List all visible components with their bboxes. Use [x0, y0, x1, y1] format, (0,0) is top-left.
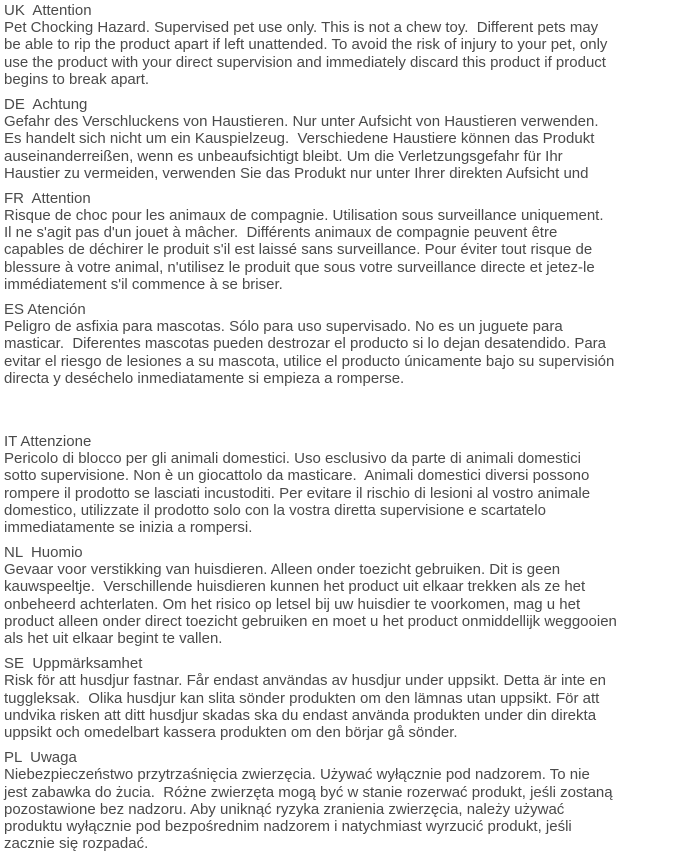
warning-text-line: immédiatement s'il commence à se briser.: [4, 275, 283, 293]
warning-text-line: jest zabawka do żucia. Różne zwierzęta mogą być w stanie rozerwać produkt, jeśli zostaną: [4, 783, 613, 801]
warning-text-line: Peligro de asfixia para mascotas. Sólo para uso supervisado. No es un juguete para: [4, 318, 563, 336]
warning-text-line: begins to break apart.: [4, 70, 150, 88]
warning-text-line: Haustier zu vermeiden, verwenden Sie das Produkt nur unter Ihrer direkten Aufsicht und: [4, 164, 589, 182]
warning-text-line: be able to rip the product apart if left unattended. To avoid the risk of injury to your pet, only: [4, 36, 608, 54]
warning-section-es: [4, 301, 679, 387]
warning-section-fr: [4, 190, 679, 293]
warning-text-line: undvika risken att ditt husdjur skadas ska du endast använda produkten under din direkta: [4, 706, 597, 724]
warning-text-line: produktu wyłącznie pod bezpośrednim nadzorem i natychmiast wyrzucić produkt, jeśli: [4, 817, 572, 835]
warning-text-line: Pericolo di blocco per gli animali domestici. Uso esclusivo da parte di animali domestici: [4, 450, 581, 468]
warning-text-line: Pet Chocking Hazard. Supervised pet use only. This is not a chew toy. Different pets may: [4, 19, 599, 37]
warning-text-line: Il ne s'agit pas d'un jouet à mâcher. Différents animaux de compagnie peuvent être: [4, 224, 558, 242]
warning-text-line: use the product with your direct supervision and immediately discard this product if product: [4, 53, 606, 71]
warning-text-line: auseinanderreißen, wenn es unbeaufsichtigt bleibt. Um die Verletzungsgefahr für Ihr: [4, 147, 563, 165]
warning-section-uk: [4, 2, 679, 88]
warning-text-line: sotto supervisione. Non è un giocattolo da masticare. Animali domestici diversi possono: [4, 467, 590, 485]
warning-text-line: pozostawione bez nadzoru. Aby uniknąć ryzyka zranienia zwierzęcia, należy używać: [4, 800, 565, 818]
warning-section-nl: [4, 544, 679, 647]
warning-text-line: zacznie się rozpadać.: [4, 835, 149, 852]
section-heading-uk: UK Attention: [4, 2, 92, 19]
warning-text-line: Gevaar voor verstikking van huisdieren. Alleen onder toezicht gebruiken. Dit is geen: [4, 561, 561, 579]
warning-text-line: evitar el riesgo de lesiones a su mascota, utilice el producto únicamente bajo su supervisión: [4, 352, 615, 370]
warning-text-line: Niebezpieczeństwo przytrzaśnięcia zwierzęcia. Używać wyłącznie pod nadzorem. To nie: [4, 766, 590, 784]
warning-text-line: rompere il prodotto se lasciati incustoditi. Per evitare il rischio di lesioni al vostro animale: [4, 484, 591, 502]
warning-section-de: [4, 96, 679, 182]
section-heading-es: ES Atención: [4, 301, 86, 318]
section-heading-fr: FR Attention: [4, 189, 91, 207]
section-heading-se: SE Uppmärksamhet: [4, 655, 143, 673]
warning-text-line: onbeheerd achterlaten. Om het risico op letsel bij uw huisdier te voorkomen, mag u het: [4, 595, 581, 613]
warning-text-line: capables de déchirer le produit s'il est laissé sans surveillance. Pour éviter tout risque de: [4, 241, 593, 259]
warning-text-line: kauwspeeltje. Verschillende huisdieren kunnen het product uit elkaar trekken als ze het: [4, 578, 586, 596]
section-heading-pl: PL Uwaga: [4, 749, 77, 767]
warning-text-line: product alleen onder direct toezicht gebruiken en moet u het product onmiddellijk weggooien: [4, 612, 617, 630]
warning-text-line: Gefahr des Verschluckens von Haustieren. Nur unter Aufsicht von Haustieren verwenden.: [4, 113, 599, 131]
warning-text-line: domestico, utilizzate il prodotto solo con la vostra diretta supervisione e scartatelo: [4, 501, 546, 519]
warning-section-pl: [4, 749, 679, 852]
warning-section-it: [4, 433, 679, 536]
section-heading-nl: NL Huomio: [4, 544, 83, 562]
warning-text-line: immediatamente se inizia a rompersi.: [4, 518, 253, 536]
warning-section-se: [4, 655, 679, 741]
section-heading-de: DE Achtung: [4, 95, 88, 113]
warning-sections-container: [4, 2, 679, 852]
warning-text-line: Risk för att husdjur fastnar. Får endast användas av husdjur under uppsikt. Detta är inte en: [4, 672, 606, 690]
warning-text-line: Risque de choc pour les animaux de compagnie. Utilisation sous surveillance uniquement.: [4, 207, 604, 225]
warning-text-line: uppsikt och omedelbart kassera produkten om den börjar gå sönder.: [4, 723, 458, 741]
section-heading-it: IT Attenzione: [4, 432, 92, 450]
warning-text-line: tuggleksak. Olika husdjur kan slita sönder produkten om den lämnas utan uppsikt. För att: [4, 689, 600, 707]
warning-text-line: als het uit elkaar begint te vallen.: [4, 630, 223, 647]
warning-text-line: directa y deséchelo inmediatamente si empieza a romperse.: [4, 369, 405, 387]
warning-text-line: blessure à votre animal, n'utilisez le produit que sous votre surveillance directe et jetez-le: [4, 258, 595, 276]
warning-text-line: Es handelt sich nicht um ein Kauspielzeug. Verschiedene Haustiere können das Produkt: [4, 130, 595, 148]
warning-text-line: masticar. Diferentes mascotas pueden destrozar el producto si lo dejan desatendido. Para: [4, 335, 607, 353]
